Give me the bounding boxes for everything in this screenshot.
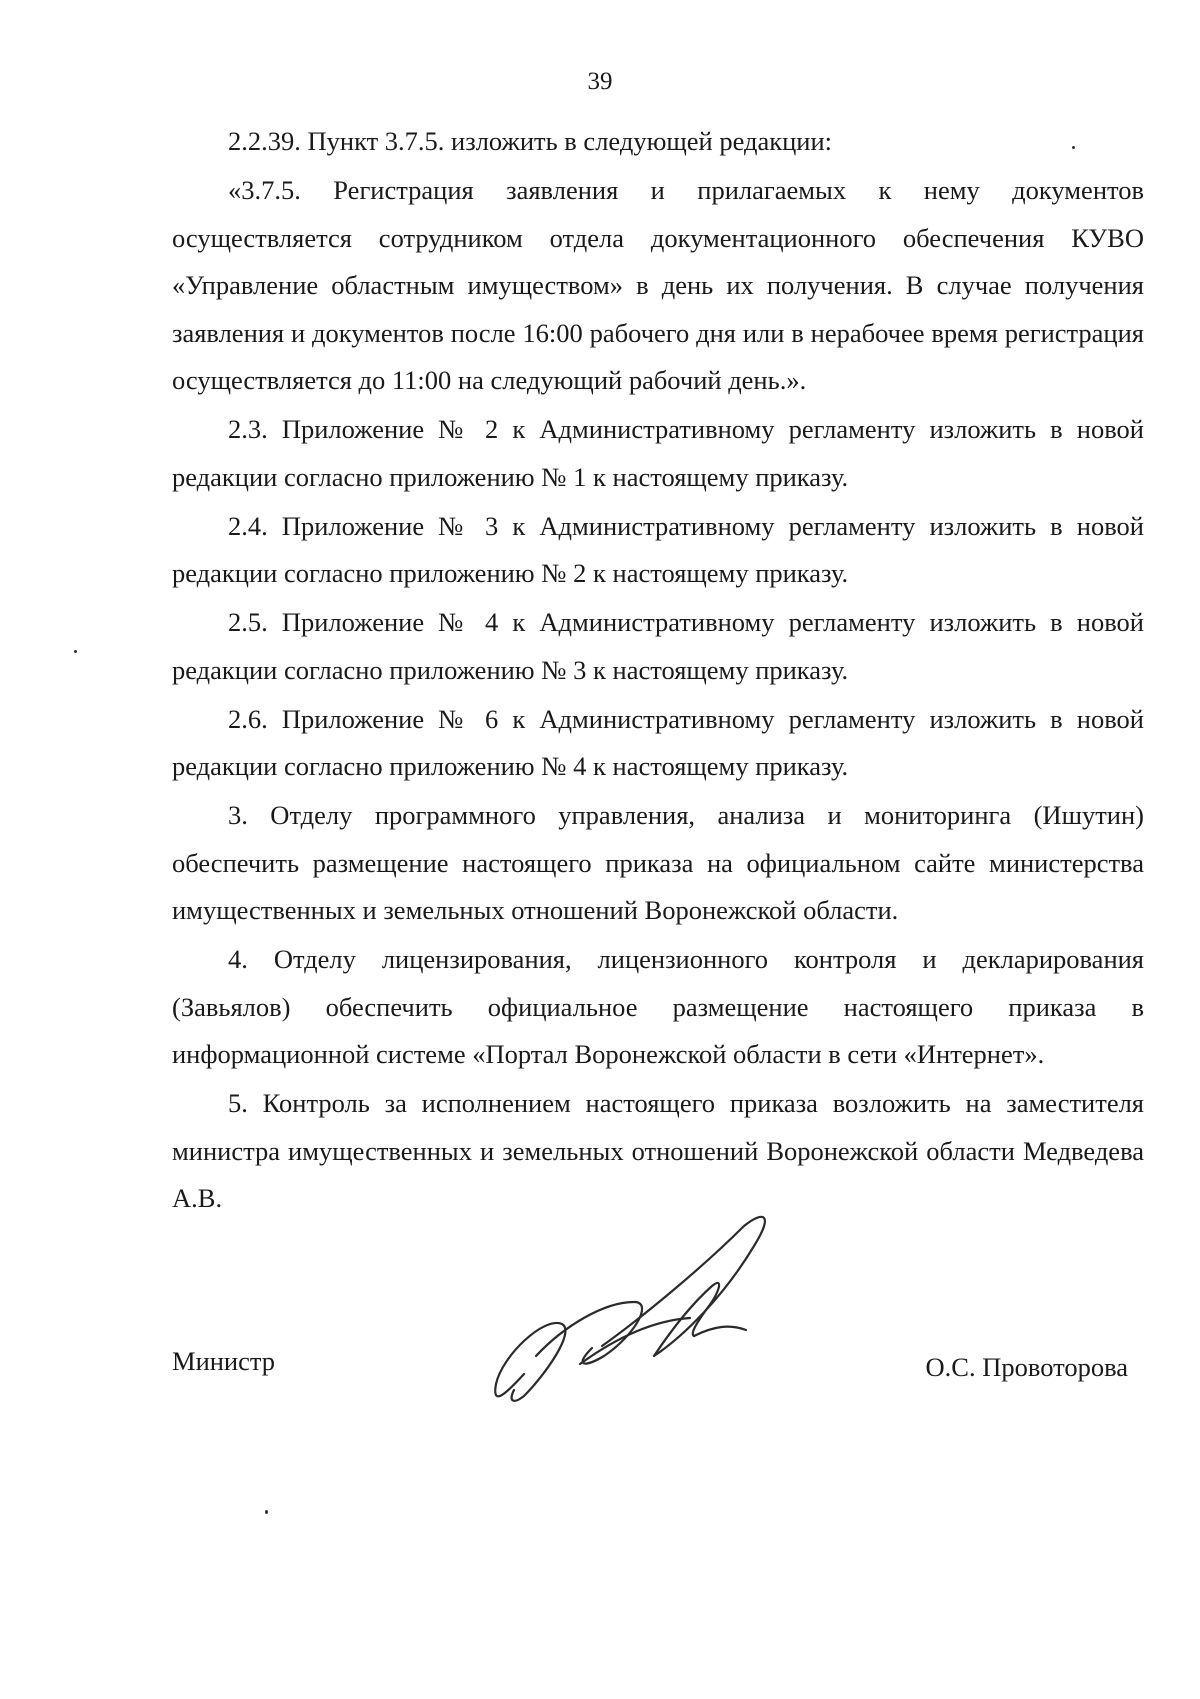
scan-speck — [1072, 146, 1075, 149]
paragraph-2-6: 2.6. Приложение № 6 к Административному регламенту изложить в новой редакции согласно приложению № 4 к настоящему приказу. — [172, 703, 1144, 781]
paragraph-2-2-39: 2.2.39. Пункт 3.7.5. изложить в следующей редакции: — [228, 126, 833, 156]
page-number: 39 — [587, 68, 613, 95]
signer-name: О.С. Провоторова — [925, 1352, 1128, 1382]
paragraph-2-3: 2.3. Приложение № 2 к Административному регламенту изложить в новой редакции согласно приложению № 1 к настоящему приказу. — [172, 414, 1144, 492]
paragraph-5: 5. Контроль за исполнением настоящего приказа возложить на заместителя министра имущественных и земельных отношений Воронежской области Медведева А.В. — [172, 1088, 1144, 1213]
scan-speck — [265, 1510, 268, 1514]
paragraph-3: 3. Отделу программного управления, анализа и мониторинга (Ишутин) обеспечить размещение настоящего приказа на официальном сайте министерства имущественных и земельных отношений Воронежской области. — [172, 800, 1144, 925]
handwritten-signature — [484, 1206, 800, 1416]
scan-speck — [74, 650, 77, 653]
signer-title: Министр — [172, 1346, 276, 1376]
paragraph-4: 4. Отделу лицензирования, лицензионного контроля и декларирования (Завьялов) обеспечить официальное размещение настоящего приказа в информационной системе «Портал Воронежской области в сети «Интернет». — [172, 944, 1144, 1069]
paragraph-2-5: 2.5. Приложение № 4 к Административному регламенту изложить в новой редакции согласно приложению № 3 к настоящему приказу. — [172, 607, 1144, 685]
paragraph-3-7-5: «3.7.5. Регистрация заявления и прилагаемых к нему документов осуществляется сотрудником отдела документационного обеспечения КУВО «Управление областным имуществом» в день их получения. В случае получения заявления и документов после 16:00 рабочего дня или в нерабочее время регистрация осуществляется до 11:00 на следующий рабочий день.». — [172, 175, 1144, 395]
document-body — [172, 118, 1144, 1224]
paragraph-2-4: 2.4. Приложение № 3 к Административному регламенту изложить в новой редакции согласно приложению № 2 к настоящему приказу. — [172, 510, 1144, 588]
